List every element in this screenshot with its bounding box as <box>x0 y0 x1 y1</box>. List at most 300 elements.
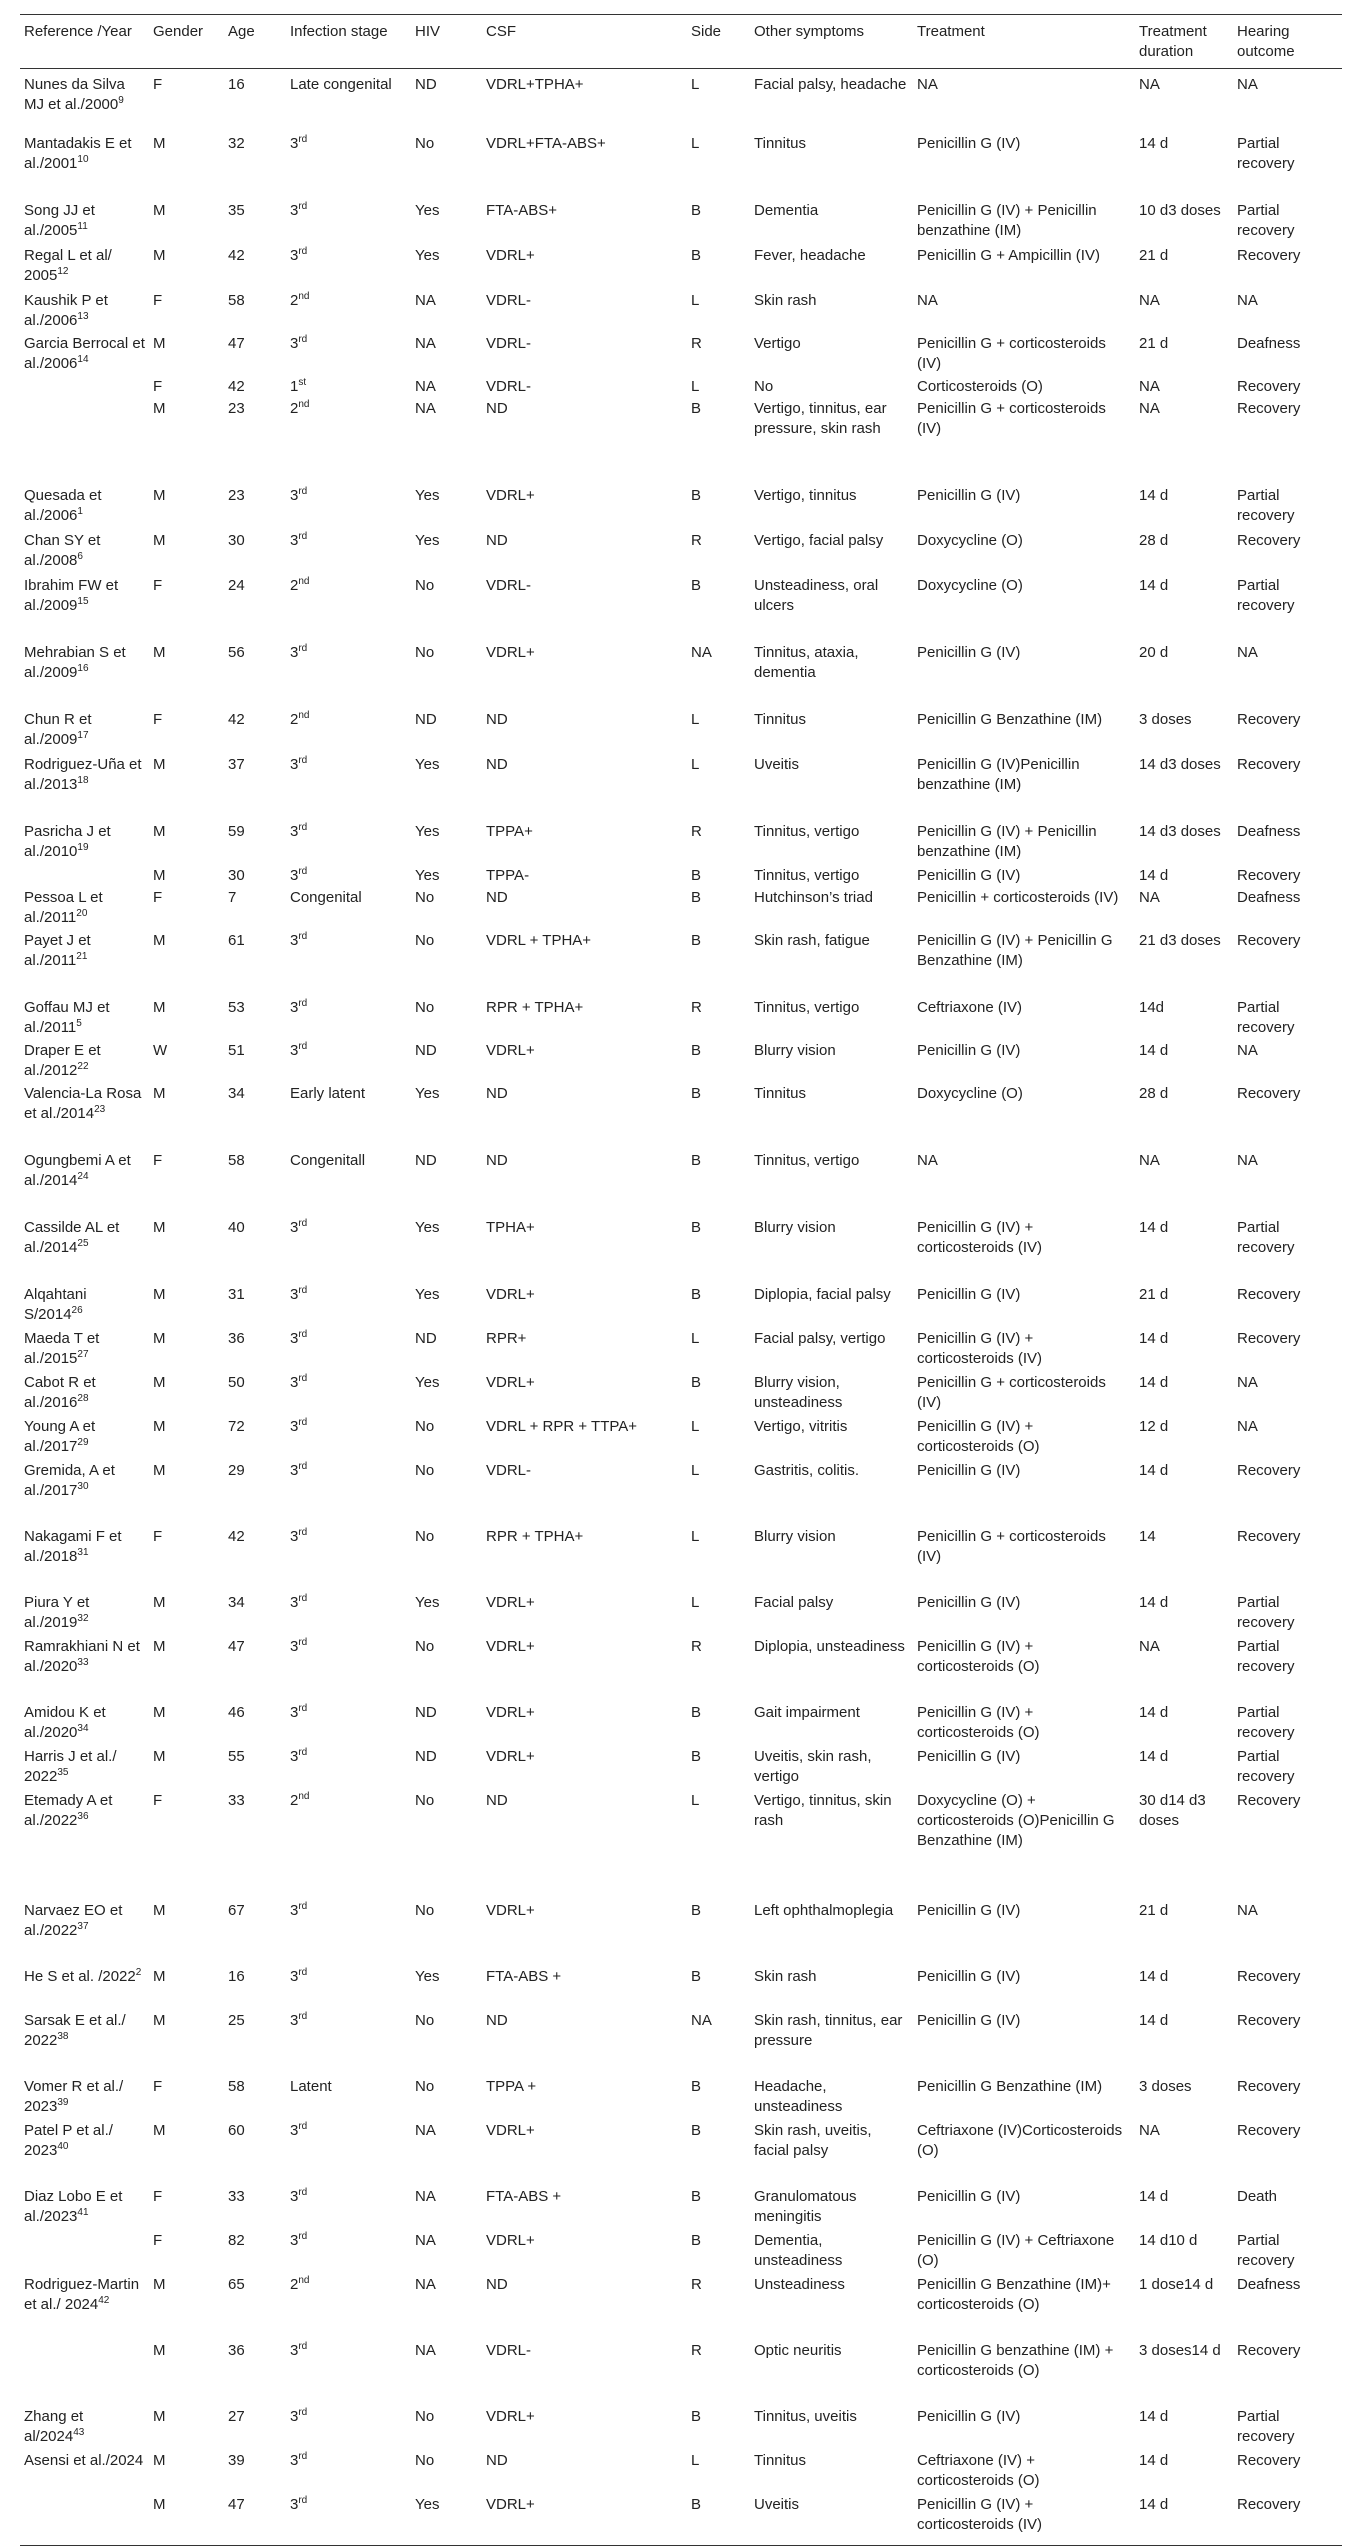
infection-stage-cell <box>286 576 411 643</box>
hearing-outcome-cell: NA <box>1237 1042 1258 1059</box>
treatment-cell: Penicillin G (IV) + corticosteroids (IV) <box>917 1330 1043 1367</box>
age-cell: 40 <box>228 1219 245 1236</box>
reference-text: Zhang et al/2024 <box>24 2408 84 2445</box>
gender-cell: M <box>153 2408 166 2425</box>
citation-superscript: 5 <box>76 1018 82 1029</box>
table-row <box>20 1593 1342 1637</box>
table-row <box>20 755 1342 822</box>
hearing-outcome-cell: Recovery <box>1237 1330 1301 1347</box>
other-symptoms-cell: Facial palsy <box>754 1594 834 1611</box>
side-cell: B <box>691 867 702 884</box>
other-symptoms-cell: Blurry vision <box>754 1042 836 1059</box>
hiv-cell: ND <box>415 76 437 93</box>
reference-text: Cassilde AL et al./2014 <box>24 1219 120 1256</box>
age-cell: 72 <box>228 1418 245 1435</box>
gender-cell: M <box>153 756 166 773</box>
treatment-cell: Penicillin G + corticosteroids (IV) <box>917 335 1106 372</box>
reference-cell <box>20 1703 149 1747</box>
other-symptoms-cell: Tinnitus, ataxia, dementia <box>754 644 859 681</box>
other-symptoms-cell: Dementia <box>754 202 819 219</box>
other-symptoms-cell: Tinnitus, vertigo <box>754 999 860 1016</box>
hearing-outcome-cell: Partial recovery <box>1237 2408 1295 2445</box>
other-symptoms-cell: Granulomatous meningitis <box>754 2188 857 2225</box>
reference-text: Piura Y et al./2019 <box>24 1594 90 1631</box>
gender-cell: M <box>153 202 166 219</box>
treatment-cell: Penicillin G benzathine (IM) + corticosteroids (O) <box>917 2342 1114 2379</box>
age-cell: 61 <box>228 932 245 949</box>
infection-stage-text: 1 <box>290 378 299 395</box>
infection-stage-text: 3 <box>290 1286 299 1303</box>
csf-cell: VDRL+ <box>486 1638 535 1655</box>
table-row <box>20 2341 1342 2407</box>
infection-stage-text: 3 <box>290 756 299 773</box>
csf-cell: FTA-ABS + <box>486 2188 562 2205</box>
age-cell: 42 <box>228 247 245 264</box>
age-cell: 23 <box>228 487 245 504</box>
treatment-duration-cell: NA <box>1139 76 1160 93</box>
treatment-duration-cell: 14 d3 doses <box>1139 823 1221 840</box>
age-cell: 51 <box>228 1042 245 1059</box>
reference-cell <box>20 2495 149 2546</box>
treatment-duration-cell: 14 d <box>1139 1042 1169 1059</box>
infection-stage-cell: Congenitall <box>290 1152 366 1169</box>
reference-cell <box>20 998 149 1041</box>
hearing-outcome-cell: Deafness <box>1237 823 1301 840</box>
gender-cell: F <box>153 2078 163 2095</box>
hiv-cell: NA <box>415 400 436 417</box>
table-row <box>20 710 1342 755</box>
gender-cell: M <box>153 932 166 949</box>
hiv-cell: No <box>415 2452 435 2469</box>
reference-text: Sarsak E et al./ 2022 <box>24 2012 126 2049</box>
reference-cell <box>20 2341 149 2407</box>
treatment-duration-cell: 14 d <box>1139 2452 1169 2469</box>
table-row <box>20 888 1342 931</box>
treatment-duration-cell: 1 dose14 d <box>1139 2276 1214 2293</box>
treatment-cell: Penicillin G (IV) <box>917 135 1021 152</box>
hearing-outcome-cell: Recovery <box>1233 2495 1342 2546</box>
reference-cell <box>20 1218 149 1285</box>
hearing-outcome-cell: Partial recovery <box>1237 999 1295 1036</box>
citation-superscript: 13 <box>77 311 89 322</box>
csf-cell: VDRL- <box>486 2342 532 2359</box>
treatment-duration-cell: 21 d <box>1139 1902 1169 1919</box>
treatment-cell: Penicillin G (IV) + corticosteroids (IV) <box>917 1219 1043 1256</box>
treatment-duration-cell: 14 d <box>1139 2012 1169 2029</box>
age-cell: 34 <box>228 1085 245 1102</box>
reference-text: Garcia Berrocal et al./2006 <box>24 335 145 372</box>
infection-stage-cell <box>286 246 411 291</box>
hiv-cell: ND <box>415 1748 437 1765</box>
age-cell: 53 <box>228 999 245 1016</box>
other-symptoms-cell: No <box>754 378 774 395</box>
ordinal-suffix: nd <box>298 291 310 302</box>
citation-superscript: 1 <box>77 506 83 517</box>
side-cell: B <box>691 400 702 417</box>
gender-cell: M <box>153 1374 166 1391</box>
other-symptoms-cell: Hutchinson’s triad <box>754 889 873 906</box>
reference-cell <box>20 1041 149 1084</box>
other-symptoms-cell: Unsteadiness, oral ulcers <box>754 577 879 614</box>
infection-stage-cell <box>286 377 411 399</box>
gender-cell: F <box>153 2188 163 2205</box>
reference-text: Nunes da Silva MJ et al./2000 <box>24 76 125 113</box>
infection-stage-text: 3 <box>290 1704 299 1721</box>
ordinal-suffix: rd <box>298 2407 308 2418</box>
reference-text: Nakagami F et al./2018 <box>24 1528 122 1565</box>
ordinal-suffix: rd <box>298 643 308 654</box>
reference-text: Mehrabian S et al./2009 <box>24 644 126 681</box>
infection-stage-cell <box>286 710 411 755</box>
other-symptoms-cell: Gastritis, colitis. <box>754 1462 860 1479</box>
side-cell: NA <box>691 2012 712 2029</box>
side-cell: B <box>691 2188 702 2205</box>
age-cell: 46 <box>228 1704 245 1721</box>
hiv-cell: ND <box>415 1330 437 1347</box>
reference-text: Patel P et al./ 2023 <box>24 2122 113 2159</box>
header-infection-stage: Infection stage <box>286 15 411 69</box>
treatment-cell: Penicillin G (IV) + Penicillin G Benzathine (IM) <box>917 932 1113 969</box>
header-side: Side <box>687 15 750 69</box>
side-cell: B <box>691 1286 702 1303</box>
reference-cell <box>20 134 149 201</box>
ordinal-suffix: rd <box>298 1041 308 1052</box>
reference-text: Young A et al./2017 <box>24 1418 96 1455</box>
infection-stage-cell <box>286 1791 411 1901</box>
ordinal-suffix: rd <box>298 1373 308 1384</box>
treatment-duration-cell: NA <box>1139 2122 1160 2139</box>
table-row <box>20 334 1342 377</box>
treatment-duration-cell: NA <box>1139 889 1160 906</box>
other-symptoms-cell: Skin rash <box>754 1968 817 1985</box>
ordinal-suffix: rd <box>298 1417 308 1428</box>
treatment-duration-cell: 14 d <box>1139 1704 1169 1721</box>
table-row <box>20 1747 1342 1791</box>
other-symptoms-cell: Facial palsy, vertigo <box>754 1330 886 1347</box>
table-row <box>20 1218 1342 1285</box>
infection-stage-cell <box>286 2231 411 2275</box>
treatment-cell: Penicillin G (IV) + corticosteroids (O) <box>917 1418 1040 1455</box>
side-cell: B <box>691 1042 702 1059</box>
treatment-duration-cell: 14 d10 d <box>1139 2232 1198 2249</box>
other-symptoms-cell: Left ophthalmoplegia <box>754 1902 894 1919</box>
table-row <box>20 2187 1342 2231</box>
other-symptoms-cell: Vertigo, tinnitus, ear pressure, skin rash <box>754 400 887 437</box>
reference-text: Cabot R et al./2016 <box>24 1374 96 1411</box>
header-csf: CSF <box>482 15 687 69</box>
reference-cell <box>20 1791 149 1901</box>
side-cell: R <box>691 1638 702 1655</box>
treatment-cell: NA <box>917 1152 938 1169</box>
table-row <box>20 1527 1342 1593</box>
hiv-cell: No <box>415 2012 435 2029</box>
infection-stage-cell <box>286 291 411 334</box>
other-symptoms-cell: Diplopia, facial palsy <box>754 1286 891 1303</box>
ordinal-suffix: rd <box>298 1461 308 1472</box>
infection-stage-text: 2 <box>290 292 299 309</box>
hearing-outcome-cell: Recovery <box>1237 1286 1301 1303</box>
side-cell: B <box>691 889 702 906</box>
reference-cell <box>20 1901 149 1967</box>
age-cell: 29 <box>228 1462 245 1479</box>
ordinal-suffix: rd <box>298 1285 308 1296</box>
reference-text: Pessoa L et al./2011 <box>24 889 103 926</box>
table-row <box>20 1703 1342 1747</box>
reference-cell <box>20 888 149 931</box>
reference-text: Vomer R et al./ 2023 <box>24 2078 124 2115</box>
other-symptoms-cell: Headache, unsteadiness <box>754 2078 843 2115</box>
gender-cell: M <box>153 1418 166 1435</box>
citation-superscript: 40 <box>57 2141 69 2152</box>
age-cell: 82 <box>228 2232 245 2249</box>
reference-cell <box>20 377 149 399</box>
treatment-cell: Ceftriaxone (IV)Corticosteroids (O) <box>917 2122 1123 2159</box>
age-cell: 16 <box>228 76 245 93</box>
side-cell: L <box>691 1792 700 1809</box>
side-cell: B <box>691 1704 702 1721</box>
infection-stage-cell <box>286 2495 411 2546</box>
hiv-cell: No <box>415 1462 435 1479</box>
infection-stage-cell <box>286 931 411 998</box>
hearing-outcome-cell: Partial recovery <box>1237 487 1295 524</box>
infection-stage-cell <box>286 201 411 246</box>
table-row <box>20 2121 1342 2187</box>
hiv-cell: No <box>415 932 435 949</box>
side-cell: L <box>691 135 700 152</box>
treatment-duration-cell: 14 d <box>1139 487 1169 504</box>
infection-stage-cell <box>286 998 411 1041</box>
ordinal-suffix: rd <box>298 1593 308 1604</box>
treatment-duration-cell: 14 d <box>1139 1748 1169 1765</box>
infection-stage-cell: Early latent <box>290 1085 366 1102</box>
infection-stage-cell <box>286 2011 411 2077</box>
other-symptoms-cell: Facial palsy, headache <box>754 76 907 93</box>
citation-superscript: 30 <box>77 1481 89 1492</box>
reference-cell <box>20 1151 149 1218</box>
reference-text: Maeda T et al./2015 <box>24 1330 100 1367</box>
reference-text: Narvaez EO et al./2022 <box>24 1902 123 1939</box>
treatment-duration-cell: NA <box>1139 1152 1160 1169</box>
citation-superscript: 20 <box>76 908 88 919</box>
treatment-cell: Doxycycline (O) <box>917 532 1023 549</box>
hiv-cell: NA <box>415 292 436 309</box>
hearing-outcome-cell: Partial recovery <box>1237 1594 1295 1631</box>
csf-cell: VDRL- <box>486 292 532 309</box>
other-symptoms-cell: Blurry vision <box>754 1219 836 1236</box>
hiv-cell: ND <box>415 711 437 728</box>
csf-cell: TPPA- <box>486 867 530 884</box>
csf-cell: ND <box>486 1792 508 1809</box>
hiv-cell: No <box>415 2408 435 2425</box>
hearing-outcome-cell: Recovery <box>1237 932 1301 949</box>
hiv-cell: No <box>415 1638 435 1655</box>
hearing-outcome-cell: Partial recovery <box>1237 577 1295 614</box>
other-symptoms-cell: Tinnitus <box>754 135 806 152</box>
citation-superscript: 10 <box>77 154 89 165</box>
ordinal-suffix: rd <box>298 998 308 1009</box>
reference-cell <box>20 291 149 334</box>
age-cell: 56 <box>228 644 245 661</box>
treatment-duration-cell: NA <box>1139 400 1160 417</box>
treatment-duration-cell: 3 doses <box>1139 711 1192 728</box>
reference-text: Quesada et al./2006 <box>24 487 102 524</box>
treatment-duration-cell: 14 d <box>1139 135 1169 152</box>
treatment-duration-cell: 3 doses <box>1139 2078 1192 2095</box>
reference-cell <box>20 2231 149 2275</box>
table-row <box>20 2407 1342 2451</box>
infection-stage-text: 3 <box>290 2012 299 2029</box>
gender-cell: M <box>153 247 166 264</box>
treatment-duration-cell: 14 d <box>1139 1968 1169 1985</box>
reference-cell <box>20 1417 149 1461</box>
reference-cell: Asensi et al./2024 <box>24 2452 144 2469</box>
hiv-cell: NA <box>415 335 436 352</box>
age-cell: 36 <box>228 1330 245 1347</box>
treatment-cell: Penicillin G Benzathine (IM) <box>917 2078 1103 2095</box>
gender-cell: F <box>153 1528 163 1545</box>
infection-stage-text: 3 <box>290 1528 299 1545</box>
treatment-duration-cell: 12 d <box>1139 1418 1169 1435</box>
csf-cell: VDRL+ <box>486 1374 535 1391</box>
citation-superscript: 31 <box>77 1547 89 1558</box>
ordinal-suffix: rd <box>298 2451 308 2462</box>
reference-text: Amidou K et al./2020 <box>24 1704 106 1741</box>
treatment-duration-cell: 14 d3 doses <box>1139 756 1221 773</box>
csf-cell: VDRL- <box>486 1462 532 1479</box>
treatment-duration-cell: NA <box>1139 378 1160 395</box>
infection-stage-text: 3 <box>290 2188 299 2205</box>
treatment-duration-cell: 30 d14 d3 doses <box>1139 1792 1206 1829</box>
table-row <box>20 2495 1342 2546</box>
reference-text: Diaz Lobo E et al./2023 <box>24 2188 123 2225</box>
reference-text: Ramrakhiani N et al./2020 <box>24 1638 140 1675</box>
treatment-duration-cell: 14 d <box>1139 1330 1169 1347</box>
other-symptoms-cell: Tinnitus, uveitis <box>754 2408 857 2425</box>
citation-superscript: 24 <box>77 1171 89 1182</box>
infection-stage-text: 3 <box>290 999 299 1016</box>
other-symptoms-cell: Vertigo <box>754 335 801 352</box>
csf-cell: RPR + TPHA+ <box>486 1528 584 1545</box>
reference-cell <box>20 531 149 576</box>
csf-cell: ND <box>486 2276 508 2293</box>
hearing-outcome-cell: Partial recovery <box>1237 1638 1295 1675</box>
side-cell: B <box>691 932 702 949</box>
treatment-cell: Penicillin G (IV) <box>917 867 1021 884</box>
hiv-cell: Yes <box>415 487 440 504</box>
csf-cell: VDRL + TPHA+ <box>486 932 592 949</box>
infection-stage-text: 3 <box>290 932 299 949</box>
citation-superscript: 38 <box>57 2031 69 2042</box>
ordinal-suffix: rd <box>298 486 308 497</box>
infection-stage-cell <box>286 1373 411 1417</box>
ordinal-suffix: rd <box>298 1901 308 1912</box>
treatment-cell: Penicillin G (IV) + corticosteroids (O) <box>917 1638 1040 1675</box>
reference-text: Regal L et al/ 2005 <box>24 247 112 284</box>
reference-cell <box>20 576 149 643</box>
hiv-cell: Yes <box>415 1968 440 1985</box>
side-cell: R <box>691 2342 702 2359</box>
hearing-outcome-cell: Recovery <box>1237 1792 1301 1809</box>
gender-cell: M <box>153 487 166 504</box>
infection-stage-text: 3 <box>290 867 299 884</box>
hearing-outcome-cell: NA <box>1237 76 1258 93</box>
infection-stage-cell <box>286 1901 411 1967</box>
ordinal-suffix: rd <box>298 1703 308 1714</box>
citation-superscript: 14 <box>77 354 89 365</box>
side-cell: R <box>691 532 702 549</box>
age-cell: 37 <box>228 756 245 773</box>
age-cell: 31 <box>228 1286 245 1303</box>
gender-cell: M <box>153 644 166 661</box>
hearing-outcome-cell: Deafness <box>1237 889 1301 906</box>
treatment-cell: Penicillin G (IV) <box>917 2012 1021 2029</box>
csf-cell: ND <box>486 756 508 773</box>
other-symptoms-cell: Skin rash, fatigue <box>754 932 870 949</box>
infection-stage-text: 3 <box>290 1374 299 1391</box>
reference-cell <box>20 2275 149 2341</box>
side-cell: B <box>691 2122 702 2139</box>
citation-superscript: 41 <box>77 2207 89 2218</box>
age-cell: 42 <box>228 1528 245 1545</box>
infection-stage-text: 3 <box>290 1330 299 1347</box>
table-row <box>20 998 1342 1041</box>
table-row <box>20 201 1342 246</box>
infection-stage-text: 2 <box>290 711 299 728</box>
syphilis-hearing-table <box>20 14 1342 2546</box>
csf-cell: VDRL- <box>486 335 532 352</box>
table-row <box>20 1637 1342 1703</box>
infection-stage-text: 3 <box>290 1594 299 1611</box>
hiv-cell: ND <box>415 1704 437 1721</box>
hearing-outcome-cell: Partial recovery <box>1237 2232 1295 2269</box>
infection-stage-text: 3 <box>290 335 299 352</box>
ordinal-suffix: nd <box>298 576 310 587</box>
age-cell: 67 <box>228 1902 245 1919</box>
citation-superscript: 25 <box>77 1238 89 1249</box>
table-row <box>20 1461 1342 1527</box>
treatment-cell: Doxycycline (O) + corticosteroids (O)Penicillin G Benzathine (IM) <box>917 1792 1115 1849</box>
gender-cell: M <box>153 867 166 884</box>
other-symptoms-cell: Skin rash, uveitis, facial palsy <box>754 2122 872 2159</box>
header-hearing-outcome: Hearing outcome <box>1233 15 1342 69</box>
hearing-outcome-cell: NA <box>1237 1152 1258 1169</box>
treatment-cell: Penicillin G (IV) <box>917 2188 1021 2205</box>
hiv-cell: Yes <box>415 247 440 264</box>
infection-stage-text: 3 <box>290 135 299 152</box>
hearing-outcome-cell: Partial recovery <box>1237 1748 1295 1785</box>
age-cell: 33 <box>228 1792 245 1809</box>
infection-stage-cell <box>286 755 411 822</box>
treatment-cell: Penicillin G (IV) <box>917 1594 1021 1611</box>
csf-cell: ND <box>486 532 508 549</box>
side-cell: B <box>691 247 702 264</box>
hiv-cell: Yes <box>415 823 440 840</box>
table-row <box>20 2275 1342 2341</box>
infection-stage-cell: Latent <box>290 2078 332 2095</box>
side-cell: L <box>691 756 700 773</box>
infection-stage-cell <box>286 1527 411 1593</box>
infection-stage-cell <box>286 1703 411 1747</box>
ordinal-suffix: nd <box>298 399 310 410</box>
table-row <box>20 2451 1342 2495</box>
treatment-cell: Penicillin G + corticosteroids (IV) <box>917 1528 1106 1565</box>
table-row <box>20 1151 1342 1218</box>
gender-cell: F <box>153 378 163 395</box>
csf-cell: VDRL+FTA-ABS+ <box>486 135 606 152</box>
citation-superscript: 35 <box>57 1767 69 1778</box>
infection-stage-text: 3 <box>290 487 299 504</box>
reference-cell <box>20 1593 149 1637</box>
